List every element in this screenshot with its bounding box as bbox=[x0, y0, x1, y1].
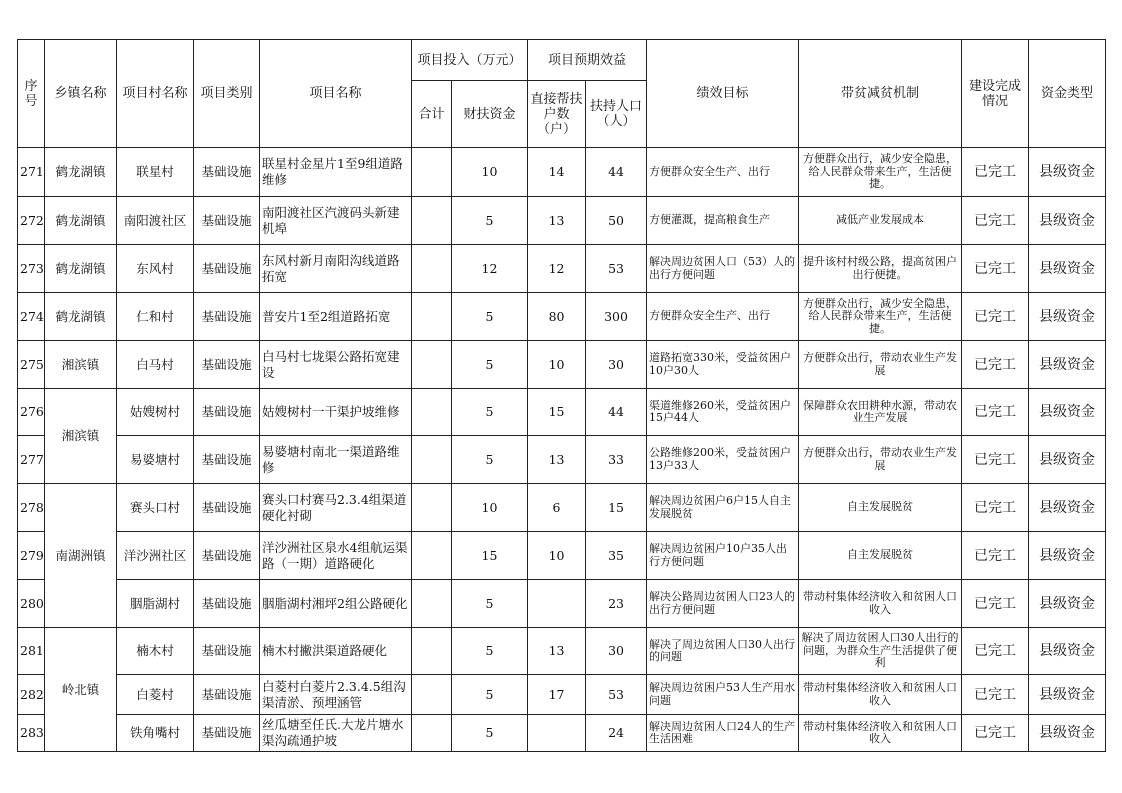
row-performance-goal: 解决周边贫困人口（53）人的出行方便问题 bbox=[647, 245, 799, 293]
row-completion: 已完工 bbox=[962, 436, 1029, 484]
row-mechanism: 保障群众农田耕种水源，带动农业生产发展 bbox=[799, 389, 962, 436]
row-performance-goal: 解决周边贫困户6户15人自主发展脱贫 bbox=[647, 484, 799, 532]
row-performance-goal: 解决周边贫困户53人生产用水问题 bbox=[647, 675, 799, 715]
row-project-name: 东风村新月南阳沟线道路拓宽 bbox=[260, 245, 412, 293]
row-completion: 已完工 bbox=[962, 484, 1029, 532]
row-category: 基础设施 bbox=[194, 341, 260, 389]
row-mechanism: 减低产业发展成本 bbox=[799, 197, 962, 245]
row-direct-households: 10 bbox=[528, 532, 586, 580]
row-seq: 272 bbox=[18, 197, 45, 245]
row-category: 基础设施 bbox=[194, 628, 260, 675]
row-seq: 283 bbox=[18, 715, 45, 752]
row-completion: 已完工 bbox=[962, 341, 1029, 389]
row-mechanism: 方便群众出行，减少安全隐患，给人民群众带来生产，生活便捷。 bbox=[799, 148, 962, 197]
row-village: 东风村 bbox=[117, 245, 194, 293]
row-fiscal-funds: 10 bbox=[452, 148, 528, 197]
row-township: 南湖洲镇 bbox=[45, 484, 117, 628]
row-total bbox=[412, 484, 452, 532]
row-seq: 275 bbox=[18, 341, 45, 389]
row-supported-people: 30 bbox=[586, 341, 647, 389]
table-row bbox=[18, 628, 1106, 675]
table-row bbox=[18, 293, 1106, 341]
row-village: 易婆塘村 bbox=[117, 436, 194, 484]
row-fund-type: 县级资金 bbox=[1029, 532, 1106, 580]
row-township: 鹤龙湖镇 bbox=[45, 245, 117, 293]
row-fund-type: 县级资金 bbox=[1029, 628, 1106, 675]
header-fiscal-funds: 财扶资金 bbox=[452, 81, 528, 148]
row-performance-goal: 解决公路周边贫困人口23人的出行方便问题 bbox=[647, 580, 799, 628]
header-direct-households: 直接帮扶户数（户） bbox=[528, 81, 586, 148]
row-mechanism: 带动村集体经济收入和贫困人口收入 bbox=[799, 715, 962, 752]
row-performance-goal: 解决了周边贫困人口30人出行的问题 bbox=[647, 628, 799, 675]
row-direct-households: 13 bbox=[528, 197, 586, 245]
row-village: 南阳渡社区 bbox=[117, 197, 194, 245]
row-project-name: 姑嫂树村一干渠护坡维修 bbox=[260, 389, 412, 436]
row-project-name: 丝瓜塘至任氏.大龙片塘水渠沟疏通护坡 bbox=[260, 715, 412, 752]
row-village: 楠木村 bbox=[117, 628, 194, 675]
row-performance-goal: 道路拓宽330米，受益贫困户10户30人 bbox=[647, 341, 799, 389]
row-completion: 已完工 bbox=[962, 293, 1029, 341]
row-performance-goal: 公路维修200米，受益贫困户13户33人 bbox=[647, 436, 799, 484]
row-supported-people: 300 bbox=[586, 293, 647, 341]
row-direct-households: 15 bbox=[528, 389, 586, 436]
table-row bbox=[18, 532, 1106, 580]
row-fiscal-funds: 5 bbox=[452, 341, 528, 389]
table-row bbox=[18, 148, 1106, 197]
row-fiscal-funds: 5 bbox=[452, 197, 528, 245]
row-township: 岭北镇 bbox=[45, 628, 117, 752]
row-completion: 已完工 bbox=[962, 245, 1029, 293]
row-fund-type: 县级资金 bbox=[1029, 341, 1106, 389]
row-project-name: 洋沙洲社区泉水4组航运渠路（一期）道路硬化 bbox=[260, 532, 412, 580]
row-project-name: 南阳渡社区汽渡码头新建机埠 bbox=[260, 197, 412, 245]
header-fund-type: 资金类型 bbox=[1029, 40, 1106, 148]
row-direct-households: 10 bbox=[528, 341, 586, 389]
table-row bbox=[18, 580, 1106, 628]
row-total bbox=[412, 436, 452, 484]
row-total bbox=[412, 148, 452, 197]
row-seq: 277 bbox=[18, 436, 45, 484]
row-seq: 274 bbox=[18, 293, 45, 341]
row-total bbox=[412, 341, 452, 389]
row-direct-households: 12 bbox=[528, 245, 586, 293]
project-table bbox=[17, 39, 1106, 752]
header-performance-goal: 绩效目标 bbox=[647, 40, 799, 148]
row-category: 基础设施 bbox=[194, 436, 260, 484]
row-fiscal-funds: 5 bbox=[452, 715, 528, 752]
row-performance-goal: 方便灌溉，提高粮食生产 bbox=[647, 197, 799, 245]
header-total: 合计 bbox=[412, 81, 452, 148]
header-seq: 序号 bbox=[18, 40, 45, 148]
row-mechanism: 解决了周边贫困人口30人出行的问题，为群众生产生活提供了便利 bbox=[799, 628, 962, 675]
row-performance-goal: 渠道维修260米，受益贫困户15户44人 bbox=[647, 389, 799, 436]
row-seq: 276 bbox=[18, 389, 45, 436]
row-fiscal-funds: 10 bbox=[452, 484, 528, 532]
row-direct-households: 17 bbox=[528, 675, 586, 715]
row-seq: 281 bbox=[18, 628, 45, 675]
row-seq: 271 bbox=[18, 148, 45, 197]
row-category: 基础设施 bbox=[194, 580, 260, 628]
row-seq: 279 bbox=[18, 532, 45, 580]
row-fund-type: 县级资金 bbox=[1029, 675, 1106, 715]
row-fiscal-funds: 15 bbox=[452, 532, 528, 580]
row-fund-type: 县级资金 bbox=[1029, 197, 1106, 245]
row-village: 铁角嘴村 bbox=[117, 715, 194, 752]
table-row bbox=[18, 675, 1106, 715]
row-township: 鹤龙湖镇 bbox=[45, 148, 117, 197]
row-fiscal-funds: 5 bbox=[452, 293, 528, 341]
row-supported-people: 24 bbox=[586, 715, 647, 752]
row-project-name: 易婆塘村南北一渠道路维修 bbox=[260, 436, 412, 484]
row-supported-people: 53 bbox=[586, 675, 647, 715]
row-completion: 已完工 bbox=[962, 628, 1029, 675]
row-fund-type: 县级资金 bbox=[1029, 245, 1106, 293]
table-row bbox=[18, 389, 1106, 436]
row-performance-goal: 方便群众安全生产、出行 bbox=[647, 148, 799, 197]
row-fiscal-funds: 5 bbox=[452, 436, 528, 484]
row-village: 白菱村 bbox=[117, 675, 194, 715]
row-performance-goal: 方便群众安全生产、出行 bbox=[647, 293, 799, 341]
row-fund-type: 县级资金 bbox=[1029, 715, 1106, 752]
row-township: 湘滨镇 bbox=[45, 389, 117, 484]
row-village: 联星村 bbox=[117, 148, 194, 197]
header-completion: 建设完成情况 bbox=[962, 40, 1029, 148]
row-seq: 278 bbox=[18, 484, 45, 532]
row-category: 基础设施 bbox=[194, 148, 260, 197]
row-fiscal-funds: 5 bbox=[452, 580, 528, 628]
row-fund-type: 县级资金 bbox=[1029, 293, 1106, 341]
row-supported-people: 35 bbox=[586, 532, 647, 580]
row-township: 鹤龙湖镇 bbox=[45, 293, 117, 341]
table-row bbox=[18, 484, 1106, 532]
row-direct-households: 13 bbox=[528, 436, 586, 484]
row-category: 基础设施 bbox=[194, 245, 260, 293]
header-village: 项目村名称 bbox=[117, 40, 194, 148]
row-project-name: 联星村金星片1至9组道路维修 bbox=[260, 148, 412, 197]
row-completion: 已完工 bbox=[962, 715, 1029, 752]
row-direct-households: 6 bbox=[528, 484, 586, 532]
row-supported-people: 33 bbox=[586, 436, 647, 484]
row-direct-households bbox=[528, 715, 586, 752]
header-investment-group: 项目投入（万元） bbox=[412, 40, 528, 81]
row-project-name: 赛头口村赛马2.3.4组渠道硬化衬砌 bbox=[260, 484, 412, 532]
row-village: 洋沙洲社区 bbox=[117, 532, 194, 580]
row-category: 基础设施 bbox=[194, 293, 260, 341]
row-mechanism: 方便群众出行，减少安全隐患，给人民群众带来生产，生活便捷。 bbox=[799, 293, 962, 341]
row-completion: 已完工 bbox=[962, 148, 1029, 197]
row-project-name: 胭脂湖村湘坪2组公路硬化 bbox=[260, 580, 412, 628]
row-total bbox=[412, 293, 452, 341]
table-row bbox=[18, 436, 1106, 484]
row-completion: 已完工 bbox=[962, 580, 1029, 628]
row-category: 基础设施 bbox=[194, 197, 260, 245]
row-supported-people: 30 bbox=[586, 628, 647, 675]
row-project-name: 白马村七垅渠公路拓宽建设 bbox=[260, 341, 412, 389]
row-seq: 273 bbox=[18, 245, 45, 293]
row-supported-people: 15 bbox=[586, 484, 647, 532]
table-row bbox=[18, 341, 1106, 389]
row-fund-type: 县级资金 bbox=[1029, 580, 1106, 628]
header-benefit-group: 项目预期效益 bbox=[528, 40, 647, 81]
row-total bbox=[412, 532, 452, 580]
row-mechanism: 方便群众出行，带动农业生产发展 bbox=[799, 341, 962, 389]
row-category: 基础设施 bbox=[194, 532, 260, 580]
row-completion: 已完工 bbox=[962, 532, 1029, 580]
row-supported-people: 44 bbox=[586, 389, 647, 436]
header-township: 乡镇名称 bbox=[45, 40, 117, 148]
row-category: 基础设施 bbox=[194, 389, 260, 436]
row-total bbox=[412, 389, 452, 436]
row-fund-type: 县级资金 bbox=[1029, 148, 1106, 197]
row-mechanism: 方便群众出行，带动农业生产发展 bbox=[799, 436, 962, 484]
row-seq: 280 bbox=[18, 580, 45, 628]
row-project-name: 白菱村白菱片2.3.4.5组沟渠清淤、预埋涵管 bbox=[260, 675, 412, 715]
row-mechanism: 提升该村村级公路，提高贫困户出行便捷。 bbox=[799, 245, 962, 293]
row-total bbox=[412, 715, 452, 752]
row-direct-households: 80 bbox=[528, 293, 586, 341]
row-fund-type: 县级资金 bbox=[1029, 389, 1106, 436]
row-total bbox=[412, 580, 452, 628]
row-village: 白马村 bbox=[117, 341, 194, 389]
row-mechanism: 自主发展脱贫 bbox=[799, 532, 962, 580]
header-supported-people: 扶持人口（人） bbox=[586, 81, 647, 148]
row-completion: 已完工 bbox=[962, 675, 1029, 715]
row-seq: 282 bbox=[18, 675, 45, 715]
row-village: 胭脂湖村 bbox=[117, 580, 194, 628]
header-mechanism: 带贫减贫机制 bbox=[799, 40, 962, 148]
row-fund-type: 县级资金 bbox=[1029, 484, 1106, 532]
header-project-name: 项目名称 bbox=[260, 40, 412, 148]
row-township: 湘滨镇 bbox=[45, 341, 117, 389]
row-supported-people: 44 bbox=[586, 148, 647, 197]
table-row bbox=[18, 197, 1106, 245]
row-fiscal-funds: 5 bbox=[452, 628, 528, 675]
row-direct-households bbox=[528, 580, 586, 628]
row-total bbox=[412, 628, 452, 675]
row-total bbox=[412, 245, 452, 293]
row-category: 基础设施 bbox=[194, 715, 260, 752]
row-total bbox=[412, 675, 452, 715]
header-category: 项目类别 bbox=[194, 40, 260, 148]
row-fiscal-funds: 12 bbox=[452, 245, 528, 293]
row-village: 姑嫂树村 bbox=[117, 389, 194, 436]
row-mechanism: 带动村集体经济收入和贫困人口收入 bbox=[799, 675, 962, 715]
row-township: 鹤龙湖镇 bbox=[45, 197, 117, 245]
row-completion: 已完工 bbox=[962, 389, 1029, 436]
row-supported-people: 50 bbox=[586, 197, 647, 245]
table-row bbox=[18, 715, 1106, 752]
row-project-name: 普安片1至2组道路拓宽 bbox=[260, 293, 412, 341]
row-project-name: 楠木村撇洪渠道路硬化 bbox=[260, 628, 412, 675]
row-fiscal-funds: 5 bbox=[452, 389, 528, 436]
row-performance-goal: 解决周边贫困户10户35人出行方便问题 bbox=[647, 532, 799, 580]
row-total bbox=[412, 197, 452, 245]
row-category: 基础设施 bbox=[194, 484, 260, 532]
row-completion: 已完工 bbox=[962, 197, 1029, 245]
row-supported-people: 53 bbox=[586, 245, 647, 293]
table-row bbox=[18, 245, 1106, 293]
row-mechanism: 带动村集体经济收入和贫困人口收入 bbox=[799, 580, 962, 628]
row-mechanism: 自主发展脱贫 bbox=[799, 484, 962, 532]
row-fiscal-funds: 5 bbox=[452, 675, 528, 715]
row-direct-households: 13 bbox=[528, 628, 586, 675]
row-fund-type: 县级资金 bbox=[1029, 436, 1106, 484]
row-performance-goal: 解决周边贫困人口24人的生产生活困难 bbox=[647, 715, 799, 752]
row-village: 仁和村 bbox=[117, 293, 194, 341]
row-direct-households: 14 bbox=[528, 148, 586, 197]
row-village: 赛头口村 bbox=[117, 484, 194, 532]
row-category: 基础设施 bbox=[194, 675, 260, 715]
row-supported-people: 23 bbox=[586, 580, 647, 628]
